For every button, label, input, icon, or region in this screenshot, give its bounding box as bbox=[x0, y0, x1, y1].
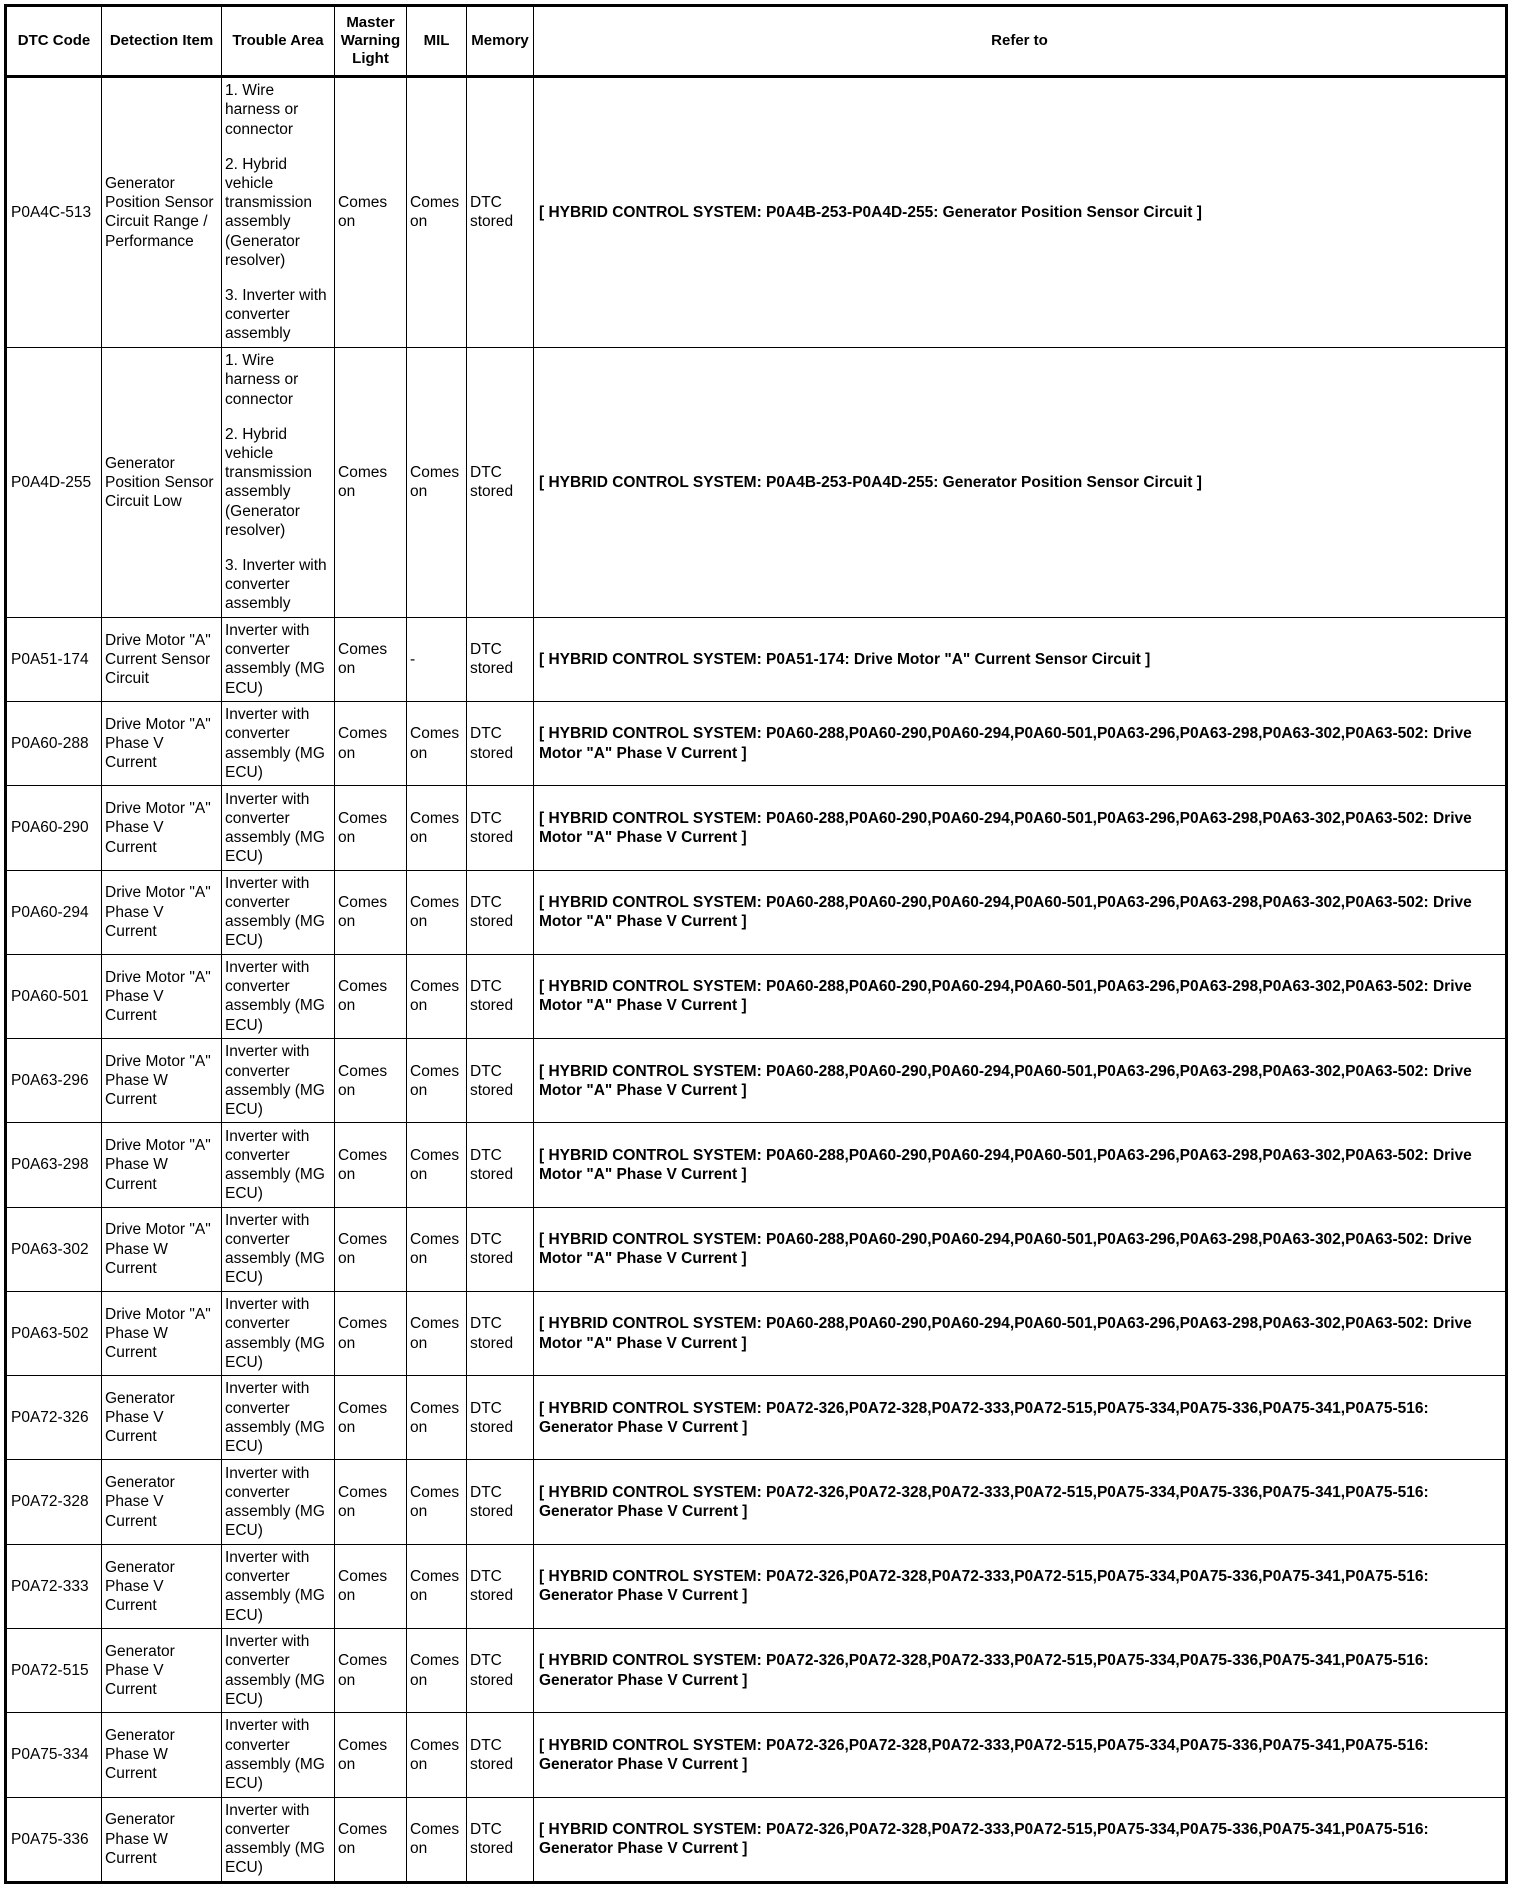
detection-item-cell: Generator Phase V Current bbox=[102, 1460, 222, 1544]
trouble-area-item: Inverter with converter assembly (MG ECU) bbox=[225, 622, 325, 697]
master-warning-light-cell: Comes on bbox=[335, 870, 407, 954]
mil-cell: Comes on bbox=[407, 347, 467, 617]
trouble-area-cell bbox=[222, 77, 335, 348]
trouble-area-item: Inverter with converter assembly (MG ECU) bbox=[225, 790, 325, 866]
trouble-area-list bbox=[225, 351, 331, 613]
master-warning-light-cell: Comes on bbox=[335, 702, 407, 786]
refer-to-cell: [ HYBRID CONTROL SYSTEM: P0A60-288,P0A60-290,P0A60-294,P0A60-501,P0A63-296,P0A63-298,P0A63-302,P0A63-502: Drive Motor "A" Phase V Current ] bbox=[534, 1123, 1507, 1207]
refer-to-cell: [ HYBRID CONTROL SYSTEM: P0A60-288,P0A60-290,P0A60-294,P0A60-501,P0A63-296,P0A63-298,P0A63-302,P0A63-502: Drive Motor "A" Phase V Current ] bbox=[534, 702, 1507, 786]
trouble-area-list bbox=[225, 874, 331, 951]
table-row bbox=[6, 870, 1507, 954]
header-mil: MIL bbox=[407, 6, 467, 77]
trouble-area-item: Inverter with converter assembly (MG ECU) bbox=[225, 874, 325, 950]
trouble-area-item: Inverter with converter assembly (MG ECU) bbox=[225, 1127, 325, 1203]
table-row bbox=[6, 77, 1507, 348]
trouble-area-list bbox=[225, 1801, 331, 1878]
header-detection-item: Detection Item bbox=[102, 6, 222, 77]
detection-item-cell: Drive Motor "A" Phase V Current bbox=[102, 870, 222, 954]
dtc-code-cell: P0A60-294 bbox=[6, 870, 102, 954]
master-warning-light-cell: Comes on bbox=[335, 1797, 407, 1883]
refer-to-cell: [ HYBRID CONTROL SYSTEM: P0A60-288,P0A60-290,P0A60-294,P0A60-501,P0A63-296,P0A63-298,P0A63-302,P0A63-502: Drive Motor "A" Phase V Current ] bbox=[534, 1291, 1507, 1375]
dtc-code-cell: P0A72-515 bbox=[6, 1628, 102, 1712]
trouble-area-item: Inverter with converter assembly (MG ECU) bbox=[225, 706, 325, 781]
trouble-area-item: Inverter with converter assembly (MG ECU) bbox=[225, 1548, 325, 1624]
mil-cell: Comes on bbox=[407, 1797, 467, 1883]
trouble-area-item: Inverter with converter assembly (MG ECU) bbox=[225, 1464, 325, 1540]
refer-to-cell: [ HYBRID CONTROL SYSTEM: P0A72-326,P0A72-328,P0A72-333,P0A72-515,P0A75-334,P0A75-336,P0A75-341,P0A75-516: Generator Phase V Current ] bbox=[534, 1628, 1507, 1712]
refer-to-cell: [ HYBRID CONTROL SYSTEM: P0A4B-253-P0A4D-255: Generator Position Sensor Circuit ] bbox=[534, 347, 1507, 617]
trouble-area-list bbox=[225, 1295, 331, 1372]
detection-item-cell: Drive Motor "A" Phase V Current bbox=[102, 702, 222, 786]
trouble-area-list bbox=[225, 1042, 331, 1119]
mil-cell: Comes on bbox=[407, 1628, 467, 1712]
memory-cell: DTC stored bbox=[467, 1797, 534, 1883]
dtc-code-cell: P0A75-334 bbox=[6, 1713, 102, 1797]
detection-item-cell: Generator Phase V Current bbox=[102, 1628, 222, 1712]
header-trouble-area: Trouble Area bbox=[222, 6, 335, 77]
trouble-area-cell bbox=[222, 1544, 335, 1628]
header-dtc-code: DTC Code bbox=[6, 6, 102, 77]
trouble-area-item: Inverter with converter assembly (MG ECU) bbox=[225, 1801, 325, 1877]
mil-cell: Comes on bbox=[407, 786, 467, 870]
trouble-area-item: 3. Inverter with converter assembly bbox=[225, 556, 327, 613]
trouble-area-item: Inverter with converter assembly (MG ECU) bbox=[225, 959, 325, 1034]
trouble-area-item: 1. Wire harness or connector bbox=[225, 352, 299, 408]
dtc-code-cell: P0A63-298 bbox=[6, 1123, 102, 1207]
trouble-area-item: 2. Hybrid vehicle transmission assembly (Generator resolver) bbox=[225, 425, 312, 539]
refer-to-cell: [ HYBRID CONTROL SYSTEM: P0A51-174: Drive Motor "A" Current Sensor Circuit ] bbox=[534, 617, 1507, 701]
mil-cell: Comes on bbox=[407, 954, 467, 1038]
trouble-area-list bbox=[225, 958, 331, 1035]
table-row bbox=[6, 954, 1507, 1038]
header-row bbox=[6, 6, 1507, 77]
dtc-code-cell: P0A4C-513 bbox=[6, 77, 102, 348]
memory-cell: DTC stored bbox=[467, 1460, 534, 1544]
trouble-area-list bbox=[225, 1211, 331, 1288]
trouble-area-cell bbox=[222, 702, 335, 786]
refer-to-cell: [ HYBRID CONTROL SYSTEM: P0A72-326,P0A72-328,P0A72-333,P0A72-515,P0A75-334,P0A75-336,P0A75-341,P0A75-516: Generator Phase V Current ] bbox=[534, 1544, 1507, 1628]
trouble-area-list bbox=[225, 1548, 331, 1625]
table-row bbox=[6, 1713, 1507, 1797]
memory-cell: DTC stored bbox=[467, 77, 534, 348]
mil-cell: Comes on bbox=[407, 1376, 467, 1460]
refer-to-cell: [ HYBRID CONTROL SYSTEM: P0A60-288,P0A60-290,P0A60-294,P0A60-501,P0A63-296,P0A63-298,P0A63-302,P0A63-502: Drive Motor "A" Phase V Current ] bbox=[534, 954, 1507, 1038]
memory-cell: DTC stored bbox=[467, 617, 534, 701]
dtc-code-cell: P0A4D-255 bbox=[6, 347, 102, 617]
memory-cell: DTC stored bbox=[467, 702, 534, 786]
trouble-area-cell bbox=[222, 1628, 335, 1712]
refer-to-cell: [ HYBRID CONTROL SYSTEM: P0A72-326,P0A72-328,P0A72-333,P0A72-515,P0A75-334,P0A75-336,P0A75-341,P0A75-516: Generator Phase V Current ] bbox=[534, 1797, 1507, 1883]
trouble-area-list bbox=[225, 1632, 331, 1709]
master-warning-light-cell: Comes on bbox=[335, 1291, 407, 1375]
mil-cell: Comes on bbox=[407, 1207, 467, 1291]
table-row bbox=[6, 1544, 1507, 1628]
mil-cell: - bbox=[407, 617, 467, 701]
header-memory: Memory bbox=[467, 6, 534, 77]
master-warning-light-cell: Comes on bbox=[335, 1039, 407, 1123]
table-row bbox=[6, 1797, 1507, 1883]
detection-item-cell: Drive Motor "A" Phase V Current bbox=[102, 954, 222, 1038]
table-row bbox=[6, 1123, 1507, 1207]
trouble-area-list bbox=[225, 705, 331, 782]
detection-item-cell: Generator Position Sensor Circuit Low bbox=[102, 347, 222, 617]
trouble-area-cell bbox=[222, 1376, 335, 1460]
mil-cell: Comes on bbox=[407, 1291, 467, 1375]
table-row bbox=[6, 1460, 1507, 1544]
trouble-area-cell bbox=[222, 1123, 335, 1207]
trouble-area-cell bbox=[222, 1039, 335, 1123]
trouble-area-cell bbox=[222, 1291, 335, 1375]
header-master-warning-light: Master Warning Light bbox=[335, 6, 407, 77]
trouble-area-cell bbox=[222, 954, 335, 1038]
mil-cell: Comes on bbox=[407, 702, 467, 786]
trouble-area-list bbox=[225, 1379, 331, 1456]
dtc-code-cell: P0A63-302 bbox=[6, 1207, 102, 1291]
trouble-area-item: Inverter with converter assembly (MG ECU) bbox=[225, 1717, 325, 1793]
mil-cell: Comes on bbox=[407, 1544, 467, 1628]
table-row bbox=[6, 1039, 1507, 1123]
master-warning-light-cell: Comes on bbox=[335, 1207, 407, 1291]
trouble-area-cell bbox=[222, 617, 335, 701]
refer-to-cell: [ HYBRID CONTROL SYSTEM: P0A72-326,P0A72-328,P0A72-333,P0A72-515,P0A75-334,P0A75-336,P0A75-341,P0A75-516: Generator Phase V Current ] bbox=[534, 1376, 1507, 1460]
dtc-code-cell: P0A60-288 bbox=[6, 702, 102, 786]
dtc-code-cell: P0A63-502 bbox=[6, 1291, 102, 1375]
master-warning-light-cell: Comes on bbox=[335, 1123, 407, 1207]
trouble-area-item: Inverter with converter assembly (MG ECU) bbox=[225, 1211, 325, 1287]
mil-cell: Comes on bbox=[407, 1713, 467, 1797]
detection-item-cell: Generator Phase W Current bbox=[102, 1797, 222, 1883]
trouble-area-item: 2. Hybrid vehicle transmission assembly (Generator resolver) bbox=[225, 155, 312, 269]
memory-cell: DTC stored bbox=[467, 1713, 534, 1797]
trouble-area-cell bbox=[222, 870, 335, 954]
memory-cell: DTC stored bbox=[467, 786, 534, 870]
refer-to-cell: [ HYBRID CONTROL SYSTEM: P0A72-326,P0A72-328,P0A72-333,P0A72-515,P0A75-334,P0A75-336,P0A75-341,P0A75-516: Generator Phase V Current ] bbox=[534, 1713, 1507, 1797]
trouble-area-list bbox=[225, 621, 331, 698]
trouble-area-cell bbox=[222, 1713, 335, 1797]
trouble-area-list bbox=[225, 1716, 331, 1793]
dtc-code-cell: P0A60-501 bbox=[6, 954, 102, 1038]
memory-cell: DTC stored bbox=[467, 1376, 534, 1460]
header-refer-to: Refer to bbox=[534, 6, 1507, 77]
trouble-area-cell bbox=[222, 786, 335, 870]
refer-to-cell: [ HYBRID CONTROL SYSTEM: P0A60-288,P0A60-290,P0A60-294,P0A60-501,P0A63-296,P0A63-298,P0A63-302,P0A63-502: Drive Motor "A" Phase V Current ] bbox=[534, 786, 1507, 870]
trouble-area-item: Inverter with converter assembly (MG ECU) bbox=[225, 1633, 325, 1708]
mil-cell: Comes on bbox=[407, 870, 467, 954]
trouble-area-item: Inverter with converter assembly (MG ECU) bbox=[225, 1380, 325, 1455]
table-row bbox=[6, 1628, 1507, 1712]
memory-cell: DTC stored bbox=[467, 1039, 534, 1123]
trouble-area-item: 3. Inverter with converter assembly bbox=[225, 287, 327, 343]
detection-item-cell: Generator Phase V Current bbox=[102, 1376, 222, 1460]
master-warning-light-cell: Comes on bbox=[335, 1376, 407, 1460]
refer-to-cell: [ HYBRID CONTROL SYSTEM: P0A60-288,P0A60-290,P0A60-294,P0A60-501,P0A63-296,P0A63-298,P0A63-302,P0A63-502: Drive Motor "A" Phase V Current ] bbox=[534, 1039, 1507, 1123]
trouble-area-list bbox=[225, 1127, 331, 1204]
detection-item-cell: Generator Phase V Current bbox=[102, 1544, 222, 1628]
master-warning-light-cell: Comes on bbox=[335, 1460, 407, 1544]
refer-to-cell: [ HYBRID CONTROL SYSTEM: P0A4B-253-P0A4D-255: Generator Position Sensor Circuit ] bbox=[534, 77, 1507, 348]
refer-to-cell: [ HYBRID CONTROL SYSTEM: P0A60-288,P0A60-290,P0A60-294,P0A60-501,P0A63-296,P0A63-298,P0A63-302,P0A63-502: Drive Motor "A" Phase V Current ] bbox=[534, 1207, 1507, 1291]
trouble-area-cell bbox=[222, 1207, 335, 1291]
master-warning-light-cell: Comes on bbox=[335, 77, 407, 348]
memory-cell: DTC stored bbox=[467, 1123, 534, 1207]
table-row bbox=[6, 1207, 1507, 1291]
detection-item-cell: Drive Motor "A" Phase W Current bbox=[102, 1207, 222, 1291]
dtc-code-cell: P0A72-333 bbox=[6, 1544, 102, 1628]
master-warning-light-cell: Comes on bbox=[335, 347, 407, 617]
master-warning-light-cell: Comes on bbox=[335, 786, 407, 870]
detection-item-cell: Drive Motor "A" Phase W Current bbox=[102, 1291, 222, 1375]
mil-cell: Comes on bbox=[407, 1039, 467, 1123]
refer-to-cell: [ HYBRID CONTROL SYSTEM: P0A72-326,P0A72-328,P0A72-333,P0A72-515,P0A75-334,P0A75-336,P0A75-341,P0A75-516: Generator Phase V Current ] bbox=[534, 1460, 1507, 1544]
detection-item-cell: Drive Motor "A" Current Sensor Circuit bbox=[102, 617, 222, 701]
dtc-code-cell: P0A75-336 bbox=[6, 1797, 102, 1883]
mil-cell: Comes on bbox=[407, 1460, 467, 1544]
table-row bbox=[6, 347, 1507, 617]
trouble-area-item: Inverter with converter assembly (MG ECU) bbox=[225, 1296, 325, 1371]
refer-to-cell: [ HYBRID CONTROL SYSTEM: P0A60-288,P0A60-290,P0A60-294,P0A60-501,P0A63-296,P0A63-298,P0A63-302,P0A63-502: Drive Motor "A" Phase V Current ] bbox=[534, 870, 1507, 954]
detection-item-cell: Drive Motor "A" Phase W Current bbox=[102, 1123, 222, 1207]
table-row bbox=[6, 1291, 1507, 1375]
memory-cell: DTC stored bbox=[467, 1207, 534, 1291]
master-warning-light-cell: Comes on bbox=[335, 1544, 407, 1628]
master-warning-light-cell: Comes on bbox=[335, 954, 407, 1038]
memory-cell: DTC stored bbox=[467, 1544, 534, 1628]
dtc-code-cell: P0A51-174 bbox=[6, 617, 102, 701]
table-row bbox=[6, 786, 1507, 870]
mil-cell: Comes on bbox=[407, 77, 467, 348]
memory-cell: DTC stored bbox=[467, 954, 534, 1038]
trouble-area-item: Inverter with converter assembly (MG ECU) bbox=[225, 1043, 325, 1118]
trouble-area-list bbox=[225, 790, 331, 867]
detection-item-cell: Drive Motor "A" Phase W Current bbox=[102, 1039, 222, 1123]
detection-item-cell: Generator Phase W Current bbox=[102, 1713, 222, 1797]
master-warning-light-cell: Comes on bbox=[335, 1713, 407, 1797]
detection-item-cell: Generator Position Sensor Circuit Range / Performance bbox=[102, 77, 222, 348]
trouble-area-cell bbox=[222, 1797, 335, 1883]
dtc-code-cell: P0A72-328 bbox=[6, 1460, 102, 1544]
memory-cell: DTC stored bbox=[467, 870, 534, 954]
table-body bbox=[6, 77, 1507, 1883]
memory-cell: DTC stored bbox=[467, 1291, 534, 1375]
memory-cell: DTC stored bbox=[467, 1628, 534, 1712]
dtc-table bbox=[4, 4, 1508, 1884]
table-row bbox=[6, 617, 1507, 701]
trouble-area-cell bbox=[222, 347, 335, 617]
trouble-area-list bbox=[225, 1464, 331, 1541]
master-warning-light-cell: Comes on bbox=[335, 1628, 407, 1712]
memory-cell: DTC stored bbox=[467, 347, 534, 617]
table-row bbox=[6, 1376, 1507, 1460]
dtc-code-cell: P0A60-290 bbox=[6, 786, 102, 870]
mil-cell: Comes on bbox=[407, 1123, 467, 1207]
master-warning-light-cell: Comes on bbox=[335, 617, 407, 701]
detection-item-cell: Drive Motor "A" Phase V Current bbox=[102, 786, 222, 870]
trouble-area-item: 1. Wire harness or connector bbox=[225, 82, 299, 138]
dtc-code-cell: P0A63-296 bbox=[6, 1039, 102, 1123]
dtc-code-cell: P0A72-326 bbox=[6, 1376, 102, 1460]
trouble-area-cell bbox=[222, 1460, 335, 1544]
table-row bbox=[6, 702, 1507, 786]
trouble-area-list bbox=[225, 81, 331, 343]
